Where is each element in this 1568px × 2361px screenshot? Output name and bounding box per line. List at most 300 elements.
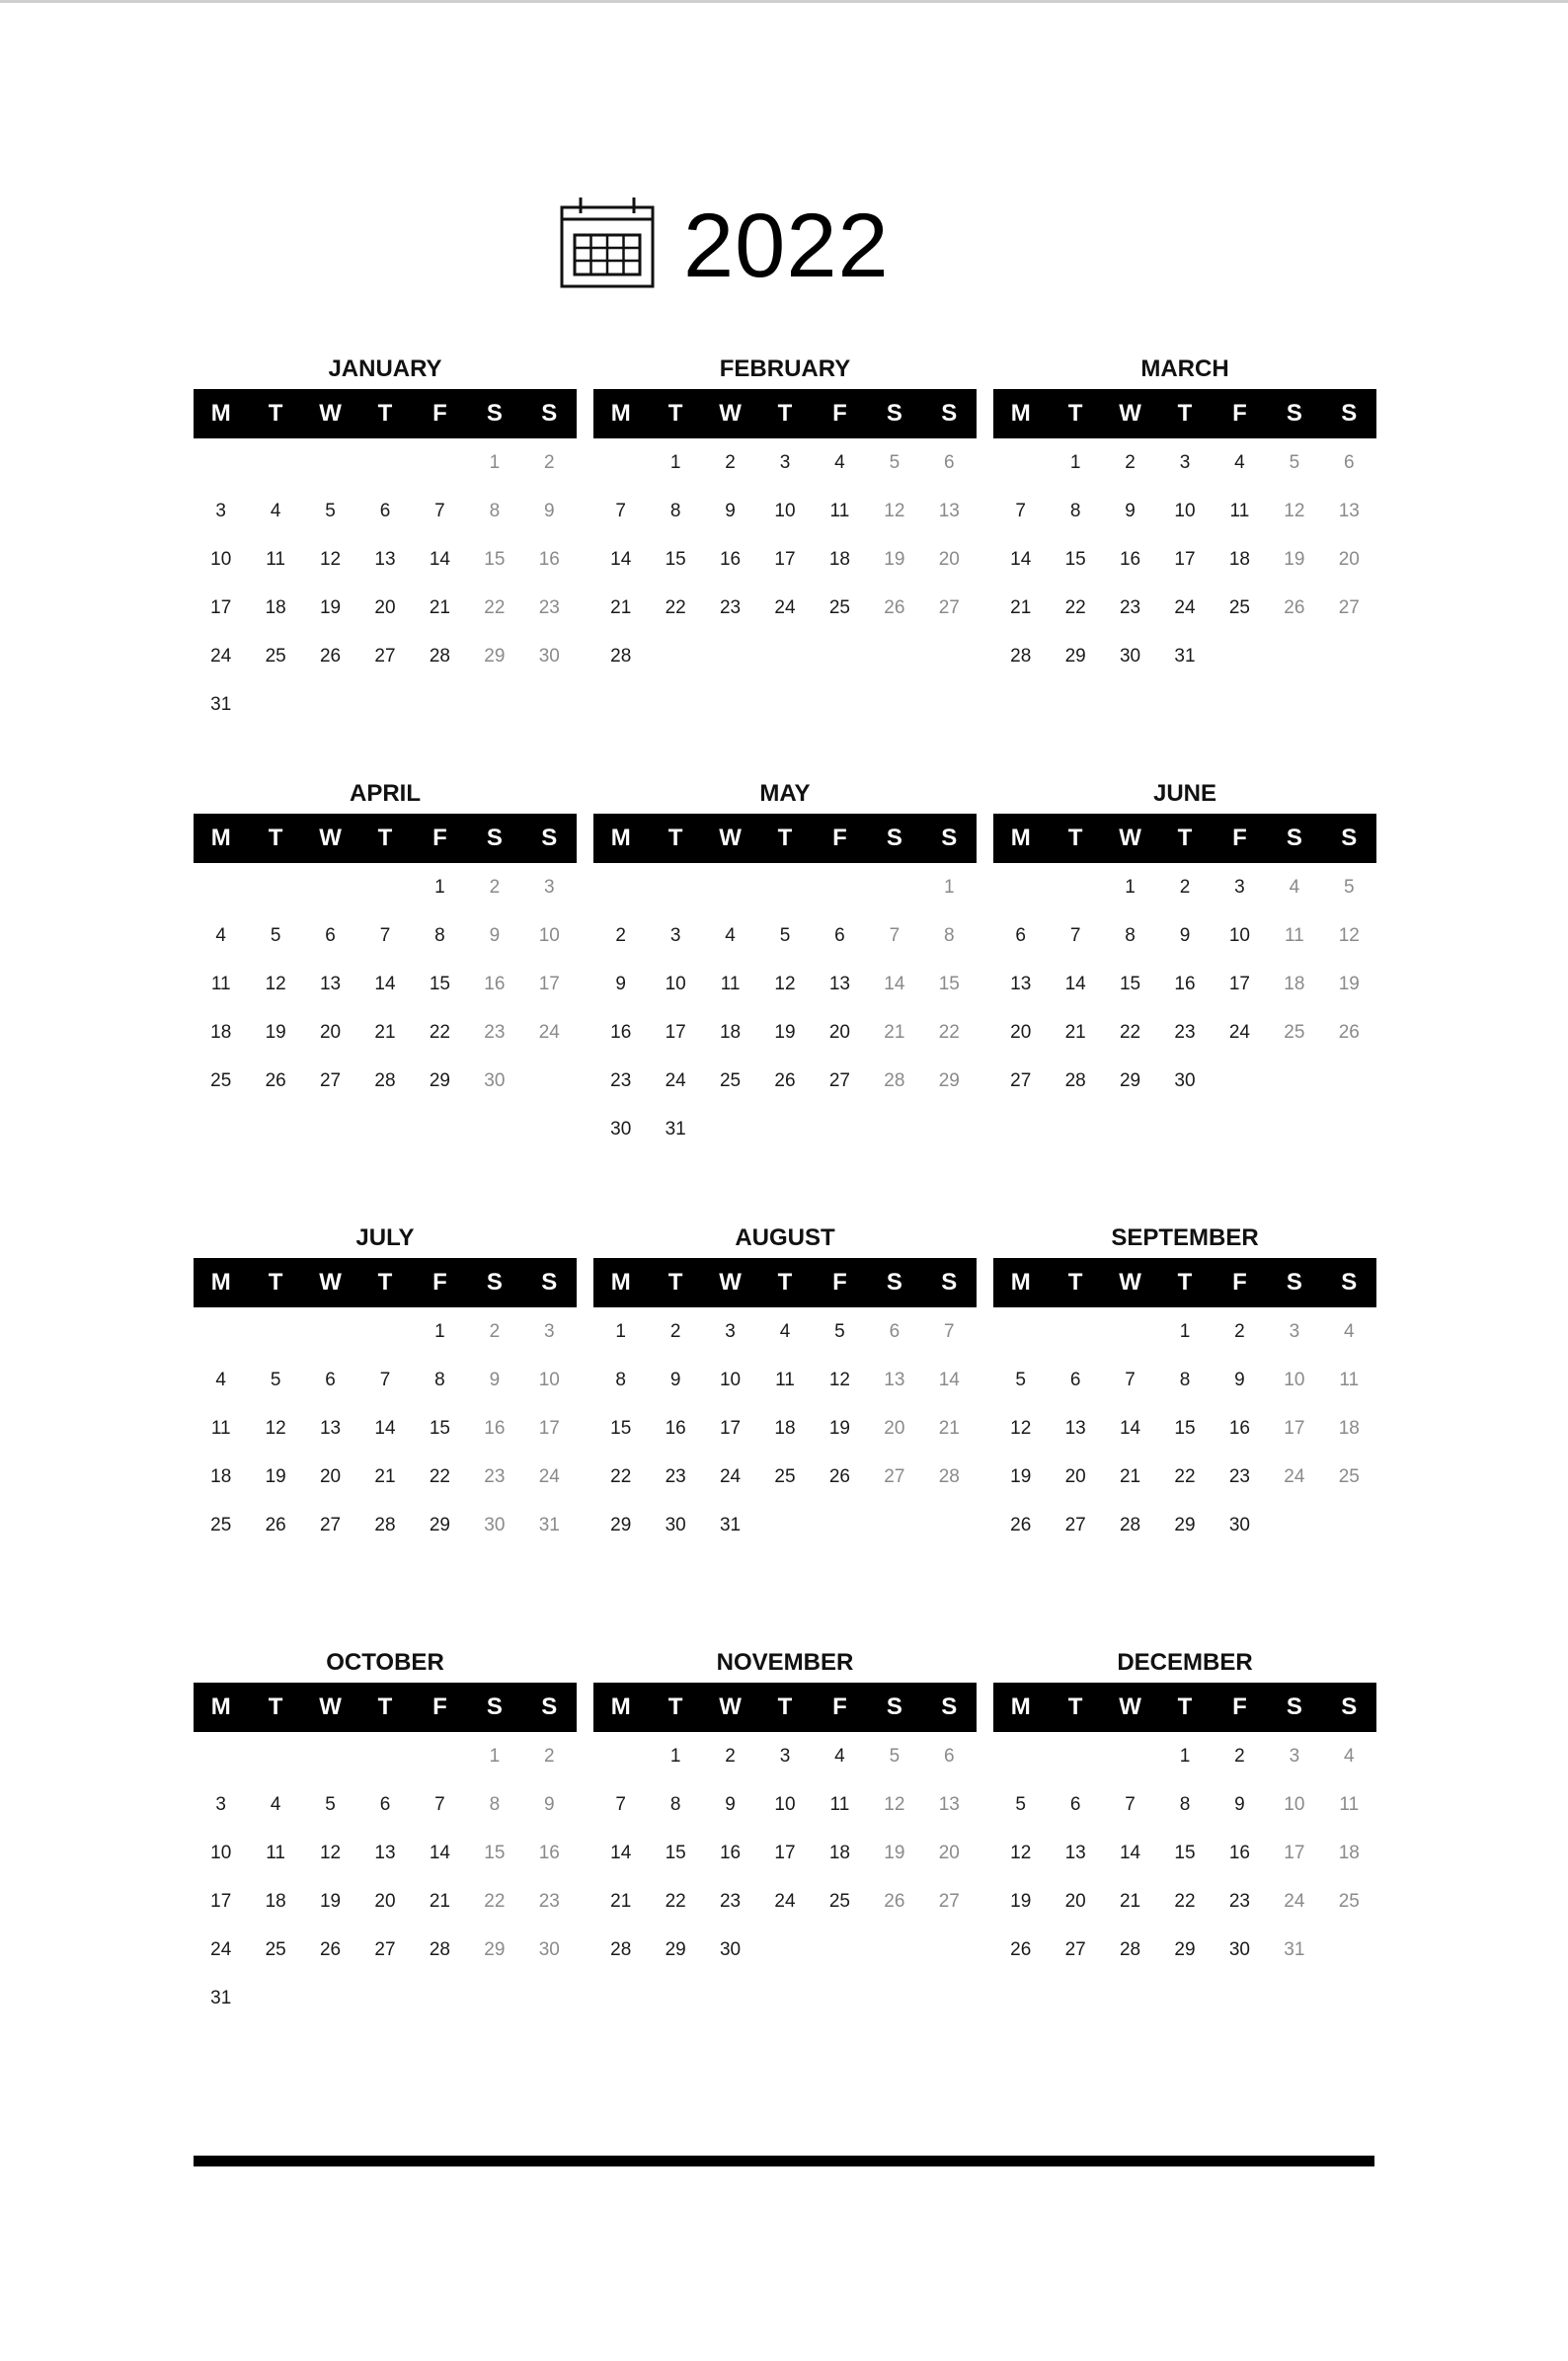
day-cell: 8 xyxy=(489,501,501,521)
day-cell: 16 xyxy=(1174,974,1196,994)
day-cell: 28 xyxy=(1119,1939,1141,1960)
day-cell: 17 xyxy=(774,549,796,570)
day-cell: 25 xyxy=(1284,1022,1305,1043)
day-cell: 24 xyxy=(719,1466,742,1487)
day-cell: 20 xyxy=(1064,1891,1086,1912)
day-cell: 28 xyxy=(1064,1070,1086,1091)
day-cell: 23 xyxy=(1228,1891,1250,1912)
day-cell: 15 xyxy=(665,549,686,570)
day-cell: 11 xyxy=(1339,1370,1360,1390)
day-cell: 9 xyxy=(1125,501,1136,521)
day-cell: 4 xyxy=(270,1794,281,1815)
day-cell: 9 xyxy=(615,974,626,994)
day-cell: 4 xyxy=(725,925,736,946)
day-cell: 23 xyxy=(484,1466,506,1487)
day-cell: 4 xyxy=(1289,877,1300,898)
day-cell: 7 xyxy=(1125,1794,1136,1815)
empty-cell xyxy=(993,863,1048,911)
day-cell: 7 xyxy=(1125,1370,1136,1390)
day-cell: 7 xyxy=(434,501,445,521)
day-cell: 21 xyxy=(374,1466,396,1487)
day-cell: 17 xyxy=(210,1891,232,1912)
day-cell: 10 xyxy=(774,501,796,521)
day-cell: 20 xyxy=(938,549,960,570)
weekday-label: T xyxy=(1067,825,1083,851)
day-cell: 3 xyxy=(725,1321,736,1342)
month-title: DECEMBER xyxy=(1117,1649,1253,1676)
weekday-label: W xyxy=(719,825,742,851)
day-cell: 11 xyxy=(266,1843,285,1863)
day-cell: 29 xyxy=(1174,1939,1196,1960)
day-cell: 28 xyxy=(429,646,450,667)
weekday-header-row xyxy=(993,389,1376,438)
month-june xyxy=(993,774,1376,1105)
month-january xyxy=(194,350,577,729)
day-cell: 25 xyxy=(1338,1891,1360,1912)
day-cell: 9 xyxy=(1179,925,1191,946)
day-cell: 15 xyxy=(1064,549,1086,570)
month-title: APRIL xyxy=(350,780,421,807)
day-cell: 26 xyxy=(265,1515,286,1535)
day-cell: 9 xyxy=(489,925,501,946)
day-cell: 28 xyxy=(610,1939,632,1960)
calendar-icon xyxy=(559,196,656,290)
day-cell: 21 xyxy=(938,1418,960,1439)
weekday-header-row xyxy=(194,389,577,438)
day-cell: 8 xyxy=(669,501,681,521)
day-cell: 18 xyxy=(1228,549,1250,570)
weekday-label: F xyxy=(832,1693,847,1720)
weekday-label: S xyxy=(486,400,503,427)
days-grid xyxy=(593,1307,977,1549)
day-cell: 11 xyxy=(210,1418,231,1439)
day-cell: 15 xyxy=(429,1418,450,1439)
day-cell: 14 xyxy=(938,1370,960,1390)
weekday-label: S xyxy=(1341,1693,1358,1720)
day-cell: 18 xyxy=(774,1418,796,1439)
day-cell: 7 xyxy=(889,925,901,946)
day-cell: 18 xyxy=(828,1843,850,1863)
day-cell: 17 xyxy=(1174,549,1196,570)
weekday-label: W xyxy=(719,400,742,427)
empty-cell xyxy=(593,1732,648,1780)
weekday-label: M xyxy=(610,1269,631,1296)
weekday-label: T xyxy=(377,1269,393,1296)
day-cell: 7 xyxy=(615,1794,626,1815)
weekday-label: T xyxy=(377,400,393,427)
day-cell: 27 xyxy=(319,1070,342,1091)
weekday-label: W xyxy=(1119,825,1141,851)
day-cell: 21 xyxy=(610,597,632,618)
day-cell: 27 xyxy=(374,646,396,667)
empty-cell xyxy=(993,1732,1048,1780)
day-cell: 29 xyxy=(1174,1515,1196,1535)
day-cell: 21 xyxy=(610,1891,632,1912)
bottom-rule xyxy=(194,2156,1374,2166)
day-cell: 16 xyxy=(719,1843,742,1863)
day-cell: 23 xyxy=(665,1466,686,1487)
day-cell: 14 xyxy=(1064,974,1086,994)
day-cell: 12 xyxy=(265,1418,286,1439)
day-cell: 3 xyxy=(215,1794,226,1815)
empty-cell xyxy=(303,1307,357,1356)
day-cell: 23 xyxy=(1119,597,1141,618)
empty-cell xyxy=(593,438,648,487)
month-march xyxy=(993,350,1376,680)
day-cell: 15 xyxy=(665,1843,686,1863)
day-cell: 30 xyxy=(484,1515,506,1535)
weekday-label: F xyxy=(432,1269,447,1296)
day-cell: 7 xyxy=(379,1370,391,1390)
weekday-label: M xyxy=(610,825,631,851)
day-cell: 29 xyxy=(1119,1070,1141,1091)
day-cell: 22 xyxy=(610,1466,632,1487)
day-cell: 21 xyxy=(1119,1891,1141,1912)
weekday-label: W xyxy=(319,1693,342,1720)
month-title: AUGUST xyxy=(735,1224,835,1251)
empty-cell xyxy=(1048,1307,1102,1356)
month-september xyxy=(993,1219,1376,1549)
day-cell: 10 xyxy=(210,1843,232,1863)
weekday-label: S xyxy=(541,1693,558,1720)
day-cell: 29 xyxy=(429,1515,450,1535)
day-cell: 14 xyxy=(1119,1418,1141,1439)
day-cell: 1 xyxy=(1069,452,1081,473)
day-cell: 24 xyxy=(1174,597,1196,618)
day-cell: 23 xyxy=(1174,1022,1196,1043)
day-cell: 14 xyxy=(1010,549,1032,570)
day-cell: 14 xyxy=(884,974,905,994)
day-cell: 11 xyxy=(1229,501,1250,521)
weekday-label: S xyxy=(1341,400,1358,427)
day-cell: 5 xyxy=(889,452,901,473)
empty-cell xyxy=(867,863,921,911)
weekday-label: W xyxy=(719,1693,742,1720)
day-cell: 13 xyxy=(1338,501,1360,521)
day-cell: 20 xyxy=(319,1466,342,1487)
day-cell: 27 xyxy=(1064,1515,1086,1535)
day-cell: 17 xyxy=(210,597,232,618)
day-cell: 23 xyxy=(484,1022,506,1043)
day-cell: 13 xyxy=(374,1843,396,1863)
day-cell: 11 xyxy=(829,1794,850,1815)
empty-cell xyxy=(248,1307,302,1356)
weekday-label: W xyxy=(319,1269,342,1296)
weekday-label: S xyxy=(941,400,958,427)
day-cell: 6 xyxy=(834,925,845,946)
weekday-label: S xyxy=(541,825,558,851)
day-cell: 13 xyxy=(319,974,342,994)
weekday-label: S xyxy=(541,400,558,427)
day-cell: 12 xyxy=(1010,1843,1032,1863)
empty-cell xyxy=(357,438,412,487)
day-cell: 31 xyxy=(210,694,232,715)
weekday-header-row xyxy=(194,1683,577,1732)
days-grid xyxy=(993,1732,1376,1974)
empty-cell xyxy=(248,438,302,487)
day-cell: 9 xyxy=(725,501,736,521)
day-cell: 31 xyxy=(719,1515,742,1535)
day-cell: 9 xyxy=(489,1370,501,1390)
days-grid xyxy=(993,1307,1376,1549)
weekday-label: M xyxy=(210,1693,231,1720)
day-cell: 12 xyxy=(265,974,286,994)
day-cell: 19 xyxy=(265,1022,286,1043)
day-cell: 13 xyxy=(319,1418,342,1439)
day-cell: 16 xyxy=(610,1022,632,1043)
day-cell: 29 xyxy=(484,1939,506,1960)
day-cell: 23 xyxy=(538,1891,560,1912)
day-cell: 25 xyxy=(774,1466,796,1487)
day-cell: 15 xyxy=(1174,1843,1196,1863)
day-cell: 30 xyxy=(665,1515,686,1535)
day-cell: 17 xyxy=(774,1843,796,1863)
day-cell: 5 xyxy=(325,501,336,521)
day-cell: 15 xyxy=(484,549,506,570)
day-cell: 8 xyxy=(615,1370,626,1390)
day-cell: 31 xyxy=(538,1515,560,1535)
days-grid xyxy=(194,1307,577,1549)
weekday-label: T xyxy=(268,400,283,427)
day-cell: 25 xyxy=(719,1070,742,1091)
weekday-label: S xyxy=(486,1693,503,1720)
day-cell: 11 xyxy=(1339,1794,1360,1815)
weekday-header-row xyxy=(194,1258,577,1307)
weekday-header-row xyxy=(593,1258,977,1307)
day-cell: 28 xyxy=(938,1466,960,1487)
day-cell: 14 xyxy=(610,1843,632,1863)
day-cell: 18 xyxy=(265,597,286,618)
day-cell: 26 xyxy=(1284,597,1305,618)
day-cell: 4 xyxy=(215,925,226,946)
day-cell: 13 xyxy=(1064,1843,1086,1863)
weekday-label: M xyxy=(1010,1693,1031,1720)
day-cell: 8 xyxy=(669,1794,681,1815)
day-cell: 21 xyxy=(884,1022,905,1043)
day-cell: 3 xyxy=(1289,1746,1300,1767)
month-april xyxy=(194,774,577,1105)
day-cell: 13 xyxy=(884,1370,905,1390)
day-cell: 29 xyxy=(610,1515,632,1535)
day-cell: 18 xyxy=(265,1891,286,1912)
day-cell: 9 xyxy=(669,1370,681,1390)
day-cell: 2 xyxy=(1234,1321,1245,1342)
day-cell: 15 xyxy=(429,974,450,994)
day-cell: 25 xyxy=(210,1070,232,1091)
month-july xyxy=(194,1219,577,1549)
day-cell: 5 xyxy=(325,1794,336,1815)
day-cell: 15 xyxy=(484,1843,506,1863)
weekday-label: F xyxy=(1232,1693,1247,1720)
days-grid xyxy=(593,1732,977,1974)
day-cell: 2 xyxy=(489,1321,501,1342)
day-cell: 2 xyxy=(489,877,501,898)
day-cell: 6 xyxy=(943,452,955,473)
day-cell: 29 xyxy=(1064,646,1086,667)
day-cell: 5 xyxy=(270,925,281,946)
day-cell: 26 xyxy=(884,597,905,618)
days-grid xyxy=(593,863,977,1153)
day-cell: 20 xyxy=(938,1843,960,1863)
day-cell: 22 xyxy=(484,1891,506,1912)
day-cell: 17 xyxy=(1228,974,1250,994)
weekday-label: W xyxy=(1119,400,1141,427)
day-cell: 3 xyxy=(215,501,226,521)
day-cell: 28 xyxy=(610,646,632,667)
day-cell: 19 xyxy=(1338,974,1360,994)
day-cell: 23 xyxy=(538,597,560,618)
day-cell: 28 xyxy=(1119,1515,1141,1535)
day-cell: 3 xyxy=(779,452,791,473)
month-title: OCTOBER xyxy=(326,1649,444,1676)
day-cell: 18 xyxy=(210,1466,232,1487)
weekday-header-row xyxy=(593,389,977,438)
day-cell: 21 xyxy=(1119,1466,1141,1487)
day-cell: 6 xyxy=(1069,1370,1081,1390)
day-cell: 10 xyxy=(538,925,560,946)
day-cell: 7 xyxy=(1015,501,1026,521)
day-cell: 14 xyxy=(1119,1843,1141,1863)
weekday-header-row xyxy=(194,814,577,863)
day-cell: 25 xyxy=(265,646,286,667)
empty-cell xyxy=(194,438,248,487)
day-cell: 8 xyxy=(1179,1370,1191,1390)
day-cell: 3 xyxy=(1179,452,1191,473)
day-cell: 3 xyxy=(669,925,681,946)
day-cell: 2 xyxy=(1179,877,1191,898)
day-cell: 5 xyxy=(1015,1370,1026,1390)
weekday-label: W xyxy=(319,400,342,427)
weekday-label: F xyxy=(1232,825,1247,851)
day-cell: 10 xyxy=(538,1370,560,1390)
day-cell: 5 xyxy=(1343,877,1355,898)
day-cell: 27 xyxy=(1064,1939,1086,1960)
weekday-label: F xyxy=(832,400,847,427)
day-cell: 3 xyxy=(779,1746,791,1767)
day-cell: 19 xyxy=(1284,549,1305,570)
day-cell: 8 xyxy=(1179,1794,1191,1815)
day-cell: 26 xyxy=(774,1070,796,1091)
month-title: MARCH xyxy=(1140,355,1229,382)
day-cell: 26 xyxy=(1338,1022,1360,1043)
day-cell: 28 xyxy=(429,1939,450,1960)
day-cell: 28 xyxy=(374,1515,396,1535)
weekday-label: M xyxy=(210,1269,231,1296)
day-cell: 21 xyxy=(429,597,450,618)
day-cell: 20 xyxy=(1064,1466,1086,1487)
day-cell: 31 xyxy=(665,1119,686,1140)
day-cell: 5 xyxy=(1015,1794,1026,1815)
calendar-header xyxy=(0,186,1568,304)
weekday-label: F xyxy=(432,825,447,851)
day-cell: 27 xyxy=(319,1515,342,1535)
empty-cell xyxy=(993,438,1048,487)
day-cell: 20 xyxy=(828,1022,850,1043)
day-cell: 26 xyxy=(319,1939,342,1960)
day-cell: 18 xyxy=(719,1022,742,1043)
day-cell: 8 xyxy=(434,925,445,946)
weekday-label: M xyxy=(1010,400,1031,427)
weekday-label: T xyxy=(268,1269,283,1296)
day-cell: 18 xyxy=(1338,1843,1360,1863)
day-cell: 16 xyxy=(484,1418,506,1439)
day-cell: 25 xyxy=(265,1939,286,1960)
empty-cell xyxy=(194,1307,248,1356)
empty-cell xyxy=(1103,1307,1157,1356)
weekday-label: S xyxy=(941,1693,958,1720)
day-cell: 12 xyxy=(319,1843,342,1863)
day-cell: 4 xyxy=(1234,452,1245,473)
day-cell: 27 xyxy=(1010,1070,1032,1091)
day-cell: 12 xyxy=(1338,925,1360,946)
day-cell: 24 xyxy=(774,1891,796,1912)
day-cell: 12 xyxy=(774,974,796,994)
day-cell: 22 xyxy=(429,1022,450,1043)
top-border-line xyxy=(0,0,1568,3)
day-cell: 19 xyxy=(1010,1466,1032,1487)
day-cell: 30 xyxy=(538,646,560,667)
empty-cell xyxy=(248,1732,302,1780)
weekday-label: S xyxy=(1341,1269,1358,1296)
day-cell: 4 xyxy=(1343,1321,1355,1342)
weekday-label: T xyxy=(667,400,683,427)
day-cell: 13 xyxy=(828,974,850,994)
day-cell: 2 xyxy=(615,925,626,946)
day-cell: 19 xyxy=(265,1466,286,1487)
weekday-label: T xyxy=(667,1269,683,1296)
day-cell: 4 xyxy=(834,452,845,473)
month-august xyxy=(593,1219,977,1549)
day-cell: 3 xyxy=(1234,877,1245,898)
day-cell: 13 xyxy=(1010,974,1032,994)
day-cell: 1 xyxy=(434,1321,445,1342)
weekday-header-row xyxy=(993,814,1376,863)
day-cell: 2 xyxy=(543,452,555,473)
day-cell: 6 xyxy=(379,1794,391,1815)
month-december xyxy=(993,1643,1376,1974)
day-cell: 12 xyxy=(828,1370,850,1390)
weekday-label: T xyxy=(1177,1269,1193,1296)
day-cell: 17 xyxy=(665,1022,686,1043)
day-cell: 4 xyxy=(270,501,281,521)
day-cell: 12 xyxy=(319,549,342,570)
weekday-label: S xyxy=(1286,400,1302,427)
day-cell: 1 xyxy=(1179,1746,1191,1767)
weekday-label: S xyxy=(886,825,902,851)
empty-cell xyxy=(194,1732,248,1780)
day-cell: 28 xyxy=(884,1070,905,1091)
day-cell: 6 xyxy=(943,1746,955,1767)
weekday-label: T xyxy=(377,825,393,851)
day-cell: 24 xyxy=(210,1939,232,1960)
day-cell: 7 xyxy=(1069,925,1081,946)
weekday-label: T xyxy=(777,1269,793,1296)
day-cell: 2 xyxy=(725,1746,736,1767)
day-cell: 13 xyxy=(938,1794,960,1815)
day-cell: 8 xyxy=(1125,925,1136,946)
day-cell: 6 xyxy=(1343,452,1355,473)
day-cell: 2 xyxy=(1125,452,1136,473)
weekday-label: M xyxy=(1010,825,1031,851)
day-cell: 16 xyxy=(484,974,506,994)
empty-cell xyxy=(703,863,757,911)
days-grid xyxy=(593,438,977,680)
day-cell: 9 xyxy=(543,501,555,521)
weekday-label: S xyxy=(941,825,958,851)
day-cell: 11 xyxy=(720,974,741,994)
day-cell: 10 xyxy=(1228,925,1250,946)
day-cell: 5 xyxy=(779,925,791,946)
